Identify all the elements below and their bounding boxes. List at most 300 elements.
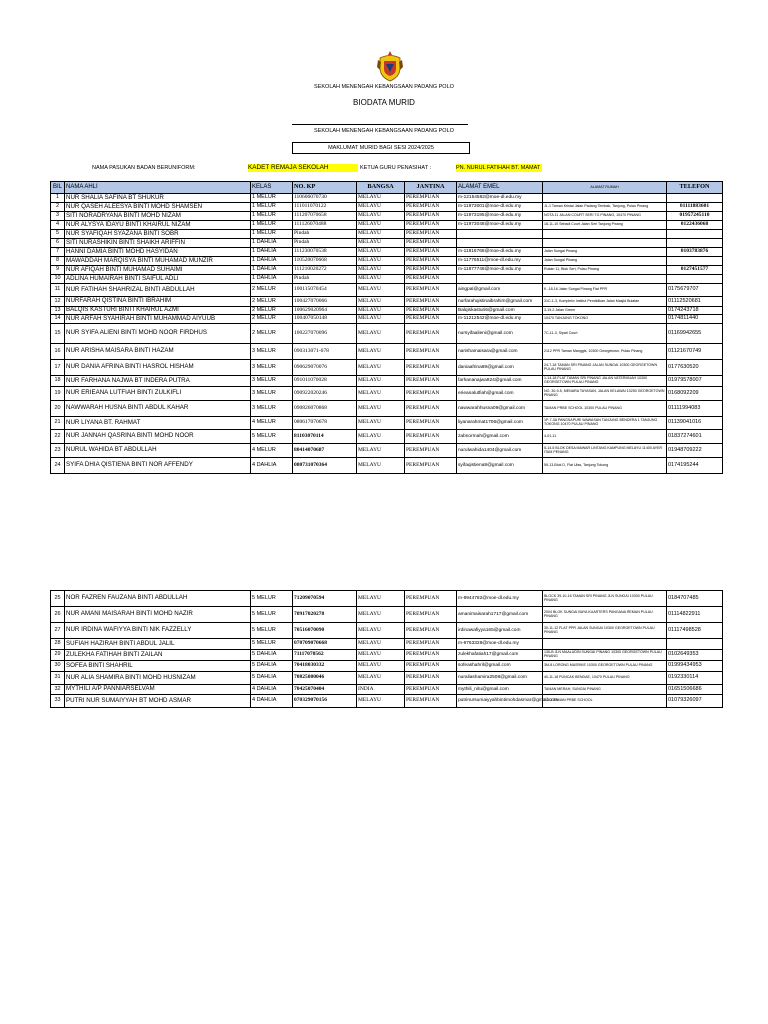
student-race: MELAYU bbox=[357, 360, 405, 376]
student-ic: 110520070668 bbox=[293, 257, 357, 266]
student-phone bbox=[667, 257, 723, 266]
student-gender: PEREMPUAN bbox=[405, 376, 457, 387]
student-ic: 090629070076 bbox=[293, 360, 357, 376]
student-name: NOR FAZREN FAUZANA BINTI ABDULLAH bbox=[65, 591, 251, 607]
student-phone: 01979578007 bbox=[667, 376, 723, 387]
student-address: 5-14-5 BLOK DESA MAWAR LINTANG KAMPUNG MELAYU 11400 AYER ITAM PENANG bbox=[543, 444, 667, 458]
student-race: MELAYU bbox=[357, 591, 405, 607]
student-phone: 0175679707 bbox=[667, 284, 723, 297]
student-race: MELAYU bbox=[357, 297, 405, 307]
student-class: 5 DAHLIA bbox=[251, 650, 293, 661]
row-number: 15 bbox=[51, 324, 65, 344]
student-phone: 01111883601 bbox=[667, 203, 723, 212]
student-phone: 0103783876 bbox=[667, 248, 723, 257]
student-address: 59-13-Blok D, Flat Ulas, Tanjung Tokong bbox=[543, 458, 667, 474]
student-gender: PEREMPUAN bbox=[405, 672, 457, 685]
student-ic: 110606070730 bbox=[293, 194, 357, 203]
student-phone: 01837274601 bbox=[667, 430, 723, 444]
student-email: syifaqistiena9@gmail.com bbox=[457, 458, 543, 474]
table-row bbox=[51, 360, 723, 376]
student-name: NURFARAH QISTINA BINTI IBRAHIM bbox=[65, 297, 251, 307]
student-name: BALQIS KASTURI BINTI KHAIRUL AZMI bbox=[65, 307, 251, 315]
student-gender: PEREMPUAN bbox=[405, 685, 457, 695]
student-race: MELAYU bbox=[357, 221, 405, 230]
student-gender: PEREMPUAN bbox=[405, 239, 457, 248]
student-race: MELAYU bbox=[357, 324, 405, 344]
student-phone: 0122436068 bbox=[667, 221, 723, 230]
student-email: nursyifaalieni@gmail.com bbox=[457, 324, 543, 344]
header-kp: NO. KP bbox=[293, 182, 357, 194]
student-gender: PEREMPUAN bbox=[405, 387, 457, 401]
row-number: 20 bbox=[51, 401, 65, 417]
student-race: MELAYU bbox=[357, 344, 405, 360]
student-address: 30-11-12 FLAT PPR JALAN SUNGAI 10300 GEORGETOWN PULAU PINANG bbox=[543, 623, 667, 639]
student-ic: 70425070404 bbox=[293, 685, 357, 695]
student-class: 5 MELUR bbox=[251, 591, 293, 607]
student-address bbox=[543, 230, 667, 239]
student-race: MELAYU bbox=[357, 203, 405, 212]
table-row bbox=[51, 650, 723, 661]
student-name: NUR QASEH ALEESYA BINTI MOHD SHAMSEN bbox=[65, 203, 251, 212]
student-email bbox=[457, 275, 543, 284]
student-name: NAWWARAH HUSNA BINTI ABDUL KAHAR bbox=[65, 401, 251, 417]
student-name: NUR ARISHA MAISARA BINTI HAZAM bbox=[65, 344, 251, 360]
student-name: NUR ERIEANA LUTFIAH BINTI ZULKIFLI bbox=[65, 387, 251, 401]
table-row bbox=[51, 695, 723, 708]
student-phone bbox=[667, 230, 723, 239]
student-ic: 81103070114 bbox=[293, 430, 357, 444]
student-gender: PEREMPUAN bbox=[405, 650, 457, 661]
table-row bbox=[51, 661, 723, 672]
student-ic: 111126070488 bbox=[293, 221, 357, 230]
student-ic: 70516070090 bbox=[293, 623, 357, 639]
student-class: 1 MELUR bbox=[251, 203, 293, 212]
row-number: 29 bbox=[51, 650, 65, 661]
table-row bbox=[51, 444, 723, 458]
student-race: MELAYU bbox=[357, 257, 405, 266]
student-gender: PEREMPUAN bbox=[405, 315, 457, 324]
student-email: m-11212542@moe-dl.edu.my bbox=[457, 315, 543, 324]
student-address: 1-14-18 FLAT TAMAN SRI PINANG JALAN VATERMUAH 10300 GEORGETOWN PULAU PINANG bbox=[543, 376, 667, 387]
student-gender: PEREMPUAN bbox=[405, 623, 457, 639]
student-name: MYTHILI A/P PANNIARSELVAM bbox=[65, 685, 251, 695]
student-race: MELAYU bbox=[357, 417, 405, 430]
table-row bbox=[51, 458, 723, 474]
student-race: MELAYU bbox=[357, 376, 405, 387]
student-address: BLOCK 39-10-16 TAMAN SRI PINANG JLN SUNGAI 10300 PULAU PINANG bbox=[543, 591, 667, 607]
student-email: m-11816768@moe-dl.edu.my bbox=[457, 248, 543, 257]
row-number: 3 bbox=[51, 212, 65, 221]
student-ic: 71117070562 bbox=[293, 650, 357, 661]
student-name: NUR ALYSYA IDAYU BINTI KHAIRUL NIZAM bbox=[65, 221, 251, 230]
student-phone: 0174811440 bbox=[667, 315, 723, 324]
student-class: 1 DAHLIA bbox=[251, 248, 293, 257]
student-class: 1 MELUR bbox=[251, 212, 293, 221]
row-number: 4 bbox=[51, 221, 65, 230]
student-address: 10470 TANJUNG TOKONG bbox=[543, 315, 667, 324]
student-email: m-11877748@moe-dl.edu.my bbox=[457, 266, 543, 275]
student-name: NUR ALIA SHAMIRA BINTI MOHD HUSNIZAM bbox=[65, 672, 251, 685]
student-phone: 0174243718 bbox=[667, 307, 723, 315]
student-address: TAMAN PRBE SCHOOL 10300 PULAU PINANG bbox=[543, 401, 667, 417]
student-class: 1 MELUR bbox=[251, 194, 293, 203]
guru-label: KETUA GURU PENASIHAT : bbox=[360, 165, 432, 171]
table-row bbox=[51, 284, 723, 297]
student-email: m-12154582@moe-dl.edu.my bbox=[457, 194, 543, 203]
student-email: putrinursumaiyyahbintimohdasmar@gmail.com bbox=[457, 695, 543, 708]
student-ic: 091011070028 bbox=[293, 376, 357, 387]
table-row bbox=[51, 623, 723, 639]
student-phone: 01957245110 bbox=[667, 212, 723, 221]
student-phone: 0177630520 bbox=[667, 360, 723, 376]
student-race: MELAYU bbox=[357, 661, 405, 672]
student-email: sofeashahril@gmail.com bbox=[457, 661, 543, 672]
row-number: 24 bbox=[51, 458, 65, 474]
row-number: 1 bbox=[51, 194, 65, 203]
student-class: 4 MELUR bbox=[251, 444, 293, 458]
row-number: 31 bbox=[51, 672, 65, 685]
student-email: zulekhafatiah17@gmail.com bbox=[457, 650, 543, 661]
student-race: MELAYU bbox=[357, 639, 405, 650]
header-jantina: JANTINA bbox=[405, 182, 457, 194]
student-address: 18-11-10 Sebadi Court Jalan Seri Tanjung Pinang bbox=[543, 221, 667, 230]
student-phone: 01117498528 bbox=[667, 623, 723, 639]
student-class: 1 DAHLIA bbox=[251, 257, 293, 266]
student-ic: 70825080046 bbox=[293, 672, 357, 685]
student-name: ADLINA HUMAIRAH BINTI SAIFUL ADLI bbox=[65, 275, 251, 284]
row-number: 33 bbox=[51, 695, 65, 708]
student-phone bbox=[667, 275, 723, 284]
table-row bbox=[51, 607, 723, 623]
guru-value: PN. NURUL FATIHAH BT. MAMAT bbox=[456, 165, 541, 171]
student-ic: 070709070668 bbox=[293, 639, 357, 650]
student-email: narishamaisara@gmail.com bbox=[457, 344, 543, 360]
student-name: SITI NURASHIKIN BINTI SHAIKH ARIFFIN bbox=[65, 239, 251, 248]
student-address: 31C-1-3, Komplekx Institut Pendidikan Jalan Masjid Bulatan bbox=[543, 297, 667, 307]
table-row bbox=[51, 221, 723, 230]
student-gender: PEREMPUAN bbox=[405, 417, 457, 430]
student-race: MELAYU bbox=[357, 430, 405, 444]
student-gender: PEREMPUAN bbox=[405, 401, 457, 417]
student-gender: PEREMPUAN bbox=[405, 203, 457, 212]
table-row bbox=[51, 203, 723, 212]
table-row bbox=[51, 248, 723, 257]
student-class: 1 DAHLIA bbox=[251, 266, 293, 275]
student-race: MELAYU bbox=[357, 230, 405, 239]
school-crest-icon bbox=[376, 50, 404, 82]
student-ic: 111210020272 bbox=[293, 266, 357, 275]
student-race: MELAYU bbox=[357, 387, 405, 401]
student-phone bbox=[667, 239, 723, 248]
student-gender: PEREMPUAN bbox=[405, 275, 457, 284]
student-email: erieanalutfiah@gmail.com bbox=[457, 387, 543, 401]
student-name: NUR SHALIA SAFINA BT SHUKUR bbox=[65, 194, 251, 203]
table-header-row bbox=[51, 182, 723, 194]
student-address: 40-11-18 PUNCAK BENDAE, 10470 PULAU PINANG bbox=[543, 672, 667, 685]
student-gender: PEREMPUAN bbox=[405, 591, 457, 607]
student-name: HANNI DAMIA BINTI MOHD HASYIDAN bbox=[65, 248, 251, 257]
maklumat-box: MAKLUMAT MURID BAGI SESI 2024/2025 bbox=[292, 142, 470, 154]
student-ic: 100227070096 bbox=[293, 324, 357, 344]
student-ic: 090313071-678 bbox=[293, 344, 357, 360]
header-bil: BIL bbox=[51, 182, 65, 194]
student-email: irdinawafiyya165@gmail.com bbox=[457, 623, 543, 639]
student-class: 3 MELUR bbox=[251, 401, 293, 417]
student-name: NUR FATIHAH SHAHRIZAL BINTI ABDULLAH bbox=[65, 284, 251, 297]
row-number: 23 bbox=[51, 444, 65, 458]
row-number: 10 bbox=[51, 275, 65, 284]
student-name: SITI NORADRYANA BINTI MOHD NIZAM bbox=[65, 212, 251, 221]
student-gender: PEREMPUAN bbox=[405, 257, 457, 266]
student-class: 5 MELUR bbox=[251, 430, 293, 444]
student-email: daniaafrina69@gmail.com bbox=[457, 360, 543, 376]
table-row bbox=[51, 401, 723, 417]
table-row bbox=[51, 230, 723, 239]
divider bbox=[292, 124, 468, 125]
student-class: 2 MELUR bbox=[251, 307, 293, 315]
table-row bbox=[51, 430, 723, 444]
student-gender: PEREMPUAN bbox=[405, 266, 457, 275]
student-phone bbox=[667, 639, 723, 650]
student-email: mythili_nitu@gmail.com bbox=[457, 685, 543, 695]
table-row bbox=[51, 417, 723, 430]
student-class: 5 MELUR bbox=[251, 639, 293, 650]
student-email: m-11973048@moe-dl.edu.my bbox=[457, 221, 543, 230]
student-phone: 01999434953 bbox=[667, 661, 723, 672]
student-phone: 01121670749 bbox=[667, 344, 723, 360]
row-number: 25 bbox=[51, 591, 65, 607]
student-gender: PEREMPUAN bbox=[405, 360, 457, 376]
student-gender: PEREMPUAN bbox=[405, 212, 457, 221]
student-ic: 100629020964 bbox=[293, 307, 357, 315]
student-email: aingpal@gmail.com bbox=[457, 284, 543, 297]
student-name: NURUL WAHIDA BT ABDULLAH bbox=[65, 444, 251, 458]
student-class: 2 MELUR bbox=[251, 297, 293, 307]
pasukan-value: KADET REMAJA SEKOLAH bbox=[248, 164, 358, 172]
row-number: 2 bbox=[51, 203, 65, 212]
header-bangsa: BANGSA bbox=[357, 182, 405, 194]
student-table-1 bbox=[50, 181, 723, 474]
student-class: 1 DAHLIA bbox=[251, 275, 293, 284]
student-race: MELAYU bbox=[357, 315, 405, 324]
student-address: 2004 BLOK SUNGAI BAYA KUARTERS PANGANA REMAN PULAU PINANG bbox=[543, 607, 667, 623]
student-address: 7C-11-3, Sipati Court bbox=[543, 324, 667, 344]
student-email: farhananajwa924@gmail.com bbox=[457, 376, 543, 387]
table-row bbox=[51, 639, 723, 650]
student-class: 4 DAHLIA bbox=[251, 695, 293, 708]
row-number: 9 bbox=[51, 266, 65, 275]
row-number: 30 bbox=[51, 661, 65, 672]
student-ic: 100115070454 bbox=[293, 284, 357, 297]
header-nama: NAMA AHLI bbox=[65, 182, 251, 194]
student-class: 4 DAHLIA bbox=[251, 685, 293, 695]
row-number: 7 bbox=[51, 248, 65, 257]
student-address: 3M-8 LORONG MASRIKE 10300 GEORGETOWN PULAU PINANG bbox=[543, 661, 667, 672]
table-row bbox=[51, 266, 723, 275]
student-class: 3 MELUR bbox=[251, 344, 293, 360]
student-address: NO. 30-9-5, MENARA TAYASAN, JALAN KELAWAI 10250 GEORGETOWN PINANG bbox=[543, 387, 667, 401]
student-race: MELAYU bbox=[357, 458, 405, 474]
row-number: 28 bbox=[51, 639, 65, 650]
student-gender: PEREMPUAN bbox=[405, 248, 457, 257]
student-email: m-9763328@moe-dl.edu.my bbox=[457, 639, 543, 650]
student-class: 2 MELUR bbox=[251, 315, 293, 324]
row-number: 6 bbox=[51, 239, 65, 248]
student-ic: 100407050148 bbox=[293, 315, 357, 324]
student-ic: Pindah bbox=[293, 230, 357, 239]
table-row bbox=[51, 315, 723, 324]
row-number: 19 bbox=[51, 387, 65, 401]
table-row bbox=[51, 239, 723, 248]
student-race: MELAYU bbox=[357, 672, 405, 685]
row-number: 27 bbox=[51, 623, 65, 639]
student-class: 2 MELUR bbox=[251, 324, 293, 344]
student-ic: 80414070687 bbox=[293, 444, 357, 458]
student-address: Jalan Sungai Pinang bbox=[543, 248, 667, 257]
table-row bbox=[51, 297, 723, 307]
student-ic: 70917020278 bbox=[293, 607, 357, 623]
student-address: Jalan Sungai Pinang bbox=[543, 257, 667, 266]
student-address: 4-01-11 bbox=[543, 430, 667, 444]
row-number: 22 bbox=[51, 430, 65, 444]
student-address: 2112 PPR Taman Manggis, 10300 Georgetown, Pulau Pinang bbox=[543, 344, 667, 360]
student-address: NOTA 11 JALAN COURT SERI TG PINANG, 10470 PINANG bbox=[543, 212, 667, 221]
student-gender: PEREMPUAN bbox=[405, 284, 457, 297]
student-class: 1 MELUR bbox=[251, 230, 293, 239]
student-email: m-11973001@moe-dl.edu.my bbox=[457, 203, 543, 212]
student-address: 3-19-2 Jalan Green bbox=[543, 307, 667, 315]
student-name: NUR FARHANA NAJWA BT INDERA PUTRA bbox=[65, 376, 251, 387]
student-class: 2 MELUR bbox=[251, 284, 293, 297]
row-number: 8 bbox=[51, 257, 65, 266]
student-gender: PEREMPUAN bbox=[405, 695, 457, 708]
student-phone: 0168092209 bbox=[667, 387, 723, 401]
student-class: 3 MELUR bbox=[251, 376, 293, 387]
table-row bbox=[51, 324, 723, 344]
student-race: MELAYU bbox=[357, 650, 405, 661]
table-row bbox=[51, 257, 723, 266]
student-email: m-11973195@moe-dl.edu.my bbox=[457, 212, 543, 221]
student-ic: 111011070122 bbox=[293, 203, 357, 212]
student-race: MELAYU bbox=[357, 695, 405, 708]
student-race: MELAYU bbox=[357, 248, 405, 257]
student-name: NUR SYAFIQAH SYAZANA BINTI SOBR bbox=[65, 230, 251, 239]
student-email: amanimaisarah1717@gmail.com bbox=[457, 607, 543, 623]
student-ic: 080731070364 bbox=[293, 458, 357, 474]
row-number: 16 bbox=[51, 344, 65, 360]
student-race: MELAYU bbox=[357, 275, 405, 284]
student-address: JL-1 Taman Kristal Jalan Padang Tembak, Tanjung, Pulau Pinang bbox=[543, 203, 667, 212]
student-race: MELAYU bbox=[357, 444, 405, 458]
student-class: 5 DAHLIA bbox=[251, 672, 293, 685]
student-name: PUTRI NUR SUMAIYYAH BT MOHD ASMAR bbox=[65, 695, 251, 708]
student-address: TAMAN MERAH, SUNGAI PINANG bbox=[543, 685, 667, 695]
student-email: nurulwahida1404@gmail.com bbox=[457, 444, 543, 458]
school-name-heading: SEKOLAH MENENGAH KEBANGSAAN PADANG POLO bbox=[314, 84, 454, 90]
student-ic: 070329070156 bbox=[293, 695, 357, 708]
student-name: NUR LIYANA BT. RAHMAT bbox=[65, 417, 251, 430]
student-gender: PEREMPUAN bbox=[405, 639, 457, 650]
student-email bbox=[457, 230, 543, 239]
student-gender: PEREMPUAN bbox=[405, 661, 457, 672]
student-class: 5 DAHLIA bbox=[251, 661, 293, 672]
student-race: MELAYU bbox=[357, 623, 405, 639]
student-ic: 090922020246 bbox=[293, 387, 357, 401]
student-name: NUR AMANI MAISARAH BINTI MOHD NAZIR bbox=[65, 607, 251, 623]
header-telefon: TELEFON bbox=[667, 182, 723, 194]
student-name: NUR DANIA AFRINA BINTI HASROL HISHAM bbox=[65, 360, 251, 376]
table-row bbox=[51, 672, 723, 685]
student-phone: 01139041016 bbox=[667, 417, 723, 430]
student-gender: PEREMPUAN bbox=[405, 230, 457, 239]
header-rumah: ALAMAT RUMAH bbox=[543, 182, 667, 194]
student-email: m-8944782@moe-dl.edu.my bbox=[457, 591, 543, 607]
student-email bbox=[457, 239, 543, 248]
student-race: MELAYU bbox=[357, 212, 405, 221]
student-gender: PEREMPUAN bbox=[405, 194, 457, 203]
student-address bbox=[543, 194, 667, 203]
table-row bbox=[51, 344, 723, 360]
student-address: 1P-7-3A PANGSAPURI WAWASAN TANJUNG BENDERA 1 TANJUNG TOKONG 10470 PULAU PINANG bbox=[543, 417, 667, 430]
student-name: NUR IRDINA WAFIYYA BINTI NIK FAZZELLY bbox=[65, 623, 251, 639]
student-phone: 01948709222 bbox=[667, 444, 723, 458]
student-ic: 71209070594 bbox=[293, 591, 357, 607]
student-class: 1 MELUR bbox=[251, 221, 293, 230]
student-address: Rukan 11, Blok Seri, Pulau Pinang bbox=[543, 266, 667, 275]
student-race: MELAYU bbox=[357, 266, 405, 275]
student-name: NUR JANNAH QASRINA BINTI MOHD NOOR bbox=[65, 430, 251, 444]
row-number: 11 bbox=[51, 284, 65, 297]
student-phone bbox=[667, 194, 723, 203]
student-ic: Pindah bbox=[293, 239, 357, 248]
student-name: SOFEA BINTI SHAHRIL bbox=[65, 661, 251, 672]
student-name: NUR AFIQAH BINTI MUHAMAD SUHAIMI bbox=[65, 266, 251, 275]
student-gender: PEREMPUAN bbox=[405, 297, 457, 307]
row-number: 26 bbox=[51, 607, 65, 623]
table-row bbox=[51, 307, 723, 315]
table-row bbox=[51, 591, 723, 607]
student-address: 2-3-1 TAMAN PRBE SCHOOL bbox=[543, 695, 667, 708]
header-emel: ALAMAT EMEL bbox=[457, 182, 543, 194]
student-address bbox=[543, 639, 667, 650]
student-ic: 111230070538 bbox=[293, 248, 357, 257]
student-name: SUFIAH HAZIRAH BINTI ABDUL JALIL bbox=[65, 639, 251, 650]
student-phone: 01079326097 bbox=[667, 695, 723, 708]
pasukan-label: NAMA PASUKAN BADAN BERUNIFORM: bbox=[92, 165, 196, 171]
student-gender: PEREMPUAN bbox=[405, 221, 457, 230]
student-address: K -18-16 Jalan Sungai Pinang Flat PPR bbox=[543, 284, 667, 297]
student-gender: PEREMPUAN bbox=[405, 430, 457, 444]
student-ic: 100427070066 bbox=[293, 297, 357, 307]
student-gender: PEREMPUAN bbox=[405, 458, 457, 474]
student-phone: 0102649353 bbox=[667, 650, 723, 661]
student-phone: 01114822911 bbox=[667, 607, 723, 623]
student-gender: PEREMPUAN bbox=[405, 344, 457, 360]
student-class: 5 MELUR bbox=[251, 623, 293, 639]
student-class: 1 DAHLIA bbox=[251, 239, 293, 248]
student-gender: PEREMPUAN bbox=[405, 324, 457, 344]
student-race: MELAYU bbox=[357, 194, 405, 203]
row-number: 17 bbox=[51, 360, 65, 376]
table-row bbox=[51, 275, 723, 284]
student-address: 24-7-18 TAMAN SRI PINANG JALAN SUNGAI 10300 GEORGETOWN PULAU PINANG bbox=[543, 360, 667, 376]
row-number: 32 bbox=[51, 685, 65, 695]
student-table-2 bbox=[50, 590, 723, 708]
student-email: nuraliashamira2508@gmail.com bbox=[457, 672, 543, 685]
student-ic: 111207070658 bbox=[293, 212, 357, 221]
student-phone: 01169942655 bbox=[667, 324, 723, 344]
student-ic: 080617070678 bbox=[293, 417, 357, 430]
